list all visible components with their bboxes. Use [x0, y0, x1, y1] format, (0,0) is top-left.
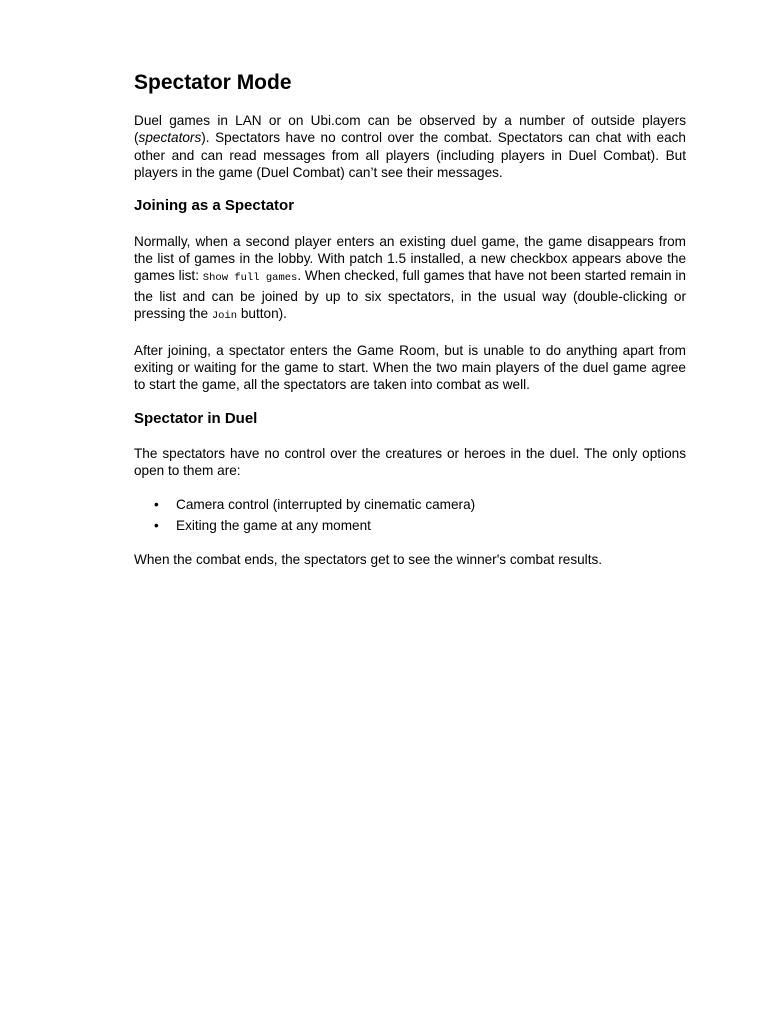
list-item — [134, 496, 686, 513]
intro-text-2: ). Spectators have no control over the combat. Spectators can chat with each other and can read messages from all players (including players in Duel Combat). But players in the game (Duel Combat) can’t see their messages. — [134, 130, 686, 180]
joining-text-2: . When checked, full games that have not been started remain in the list and can be joined by up to six spectators, in the usual way (double-clicking or pressing the — [134, 268, 686, 321]
join-button-label: Join — [211, 309, 238, 322]
joining-text-1: Normally, when a second player enters an existing duel game, the game disappears from the list of games in the lobby. With patch 1.5 installed, a new checkbox appears above the games list: — [134, 233, 686, 284]
spectators-term: spectators — [138, 130, 202, 146]
list-item — [134, 517, 686, 534]
intro-text-1: Duel games in LAN or on Ubi.com can be observed by a number of outside players ( — [134, 113, 686, 146]
bullet-point: • — [154, 517, 159, 533]
section-heading-duel: Spectator in Duel — [134, 409, 258, 427]
closing-paragraph: When the combat ends, the spectators get to see the winner's combat results. — [134, 551, 603, 567]
list-item-text: Camera control (interrupted by cinematic camera) — [176, 497, 476, 513]
duel-paragraph: The spectators have no control over the creatures or heroes in the duel. The only options open to them are: — [134, 446, 686, 479]
list-item-text: Exiting the game at any moment — [176, 517, 371, 533]
joining-paragraph-2: After joining, a spectator enters the Game Room, but is unable to do anything apart from exiting or waiting for the game to start. When the two main players of the duel game agree to start the game, all the spectators are taken into combat as well. — [134, 342, 686, 393]
bullet-point: • — [154, 497, 159, 513]
intro-paragraph — [134, 112, 686, 181]
section-heading-joining: Joining as a Spectator — [134, 197, 295, 215]
document-content — [134, 70, 686, 568]
show-full-games-label: Show full games — [202, 272, 298, 285]
page-title: Spectator Mode — [134, 71, 292, 94]
joining-text-3: button). — [237, 305, 287, 321]
joining-paragraph-1 — [134, 233, 686, 325]
options-list — [134, 496, 686, 534]
